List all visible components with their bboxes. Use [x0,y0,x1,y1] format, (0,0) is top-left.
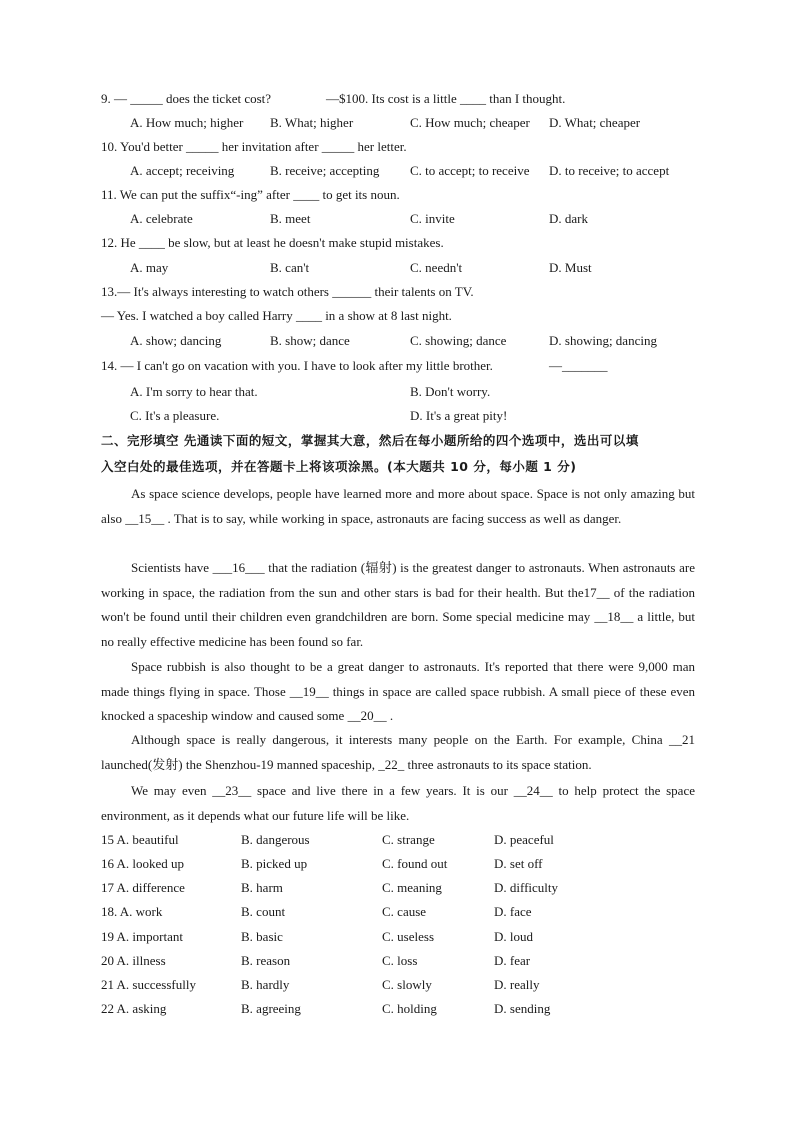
section-2-heading-line-2: 入空白处的最佳选项，并在答题卡上将该项涂黑。(本大题共 10 分，每小题 1 分) [101,459,577,474]
answer-18-option-c: C. cause [382,904,427,919]
paragraph-1-text-a: As space science develops, people have learned more and more about space. Space is not only amazing but also [101,486,695,526]
question-14-option-c: C. It's a pleasure. [130,408,220,423]
answer-18-option-d: D. face [494,904,532,919]
passage-paragraph-4 [101,728,695,777]
answer-19-option-d: D. loud [494,929,533,944]
question-10-stem: 10. You'd better _____ her invitation after _____ her letter. [101,139,407,154]
paragraph-2-text-a: Scientists have [131,560,213,575]
blank-18: __18__ [594,609,634,625]
question-12-option-b: B. can't [270,260,310,275]
answer-15-option-b: B. dangerous [241,832,310,847]
answer-22-option-a: 22 A. asking [101,1001,167,1016]
answer-21-option-b: B. hardly [241,977,290,992]
question-9-option-a: A. How much; higher [130,115,244,130]
blank-15: __15__ [125,510,165,526]
question-14-reply: —_______ [549,358,608,373]
answer-19-option-c: C. useless [382,929,434,944]
answer-22-option-c: C. holding [382,1001,437,1016]
question-10-option-a: A. accept; receiving [130,163,235,178]
answer-21-option-d: D. really [494,977,540,992]
question-14-option-b: B. Don't worry. [410,384,491,399]
question-14-stem: 14. — I can't go on vacation with you. I have to look after my little brother. [101,358,493,373]
paragraph-4-text-b: three astronauts to its space station. [404,756,592,772]
question-14-option-a: A. I'm sorry to hear that. [130,384,258,399]
blank-23: __23__ [212,783,252,798]
blank-19: __19__ [289,683,329,699]
answer-22-option-d: D. sending [494,1001,551,1016]
question-10-option-c: C. to accept; to receive [410,163,530,178]
question-12-option-d: D. Must [549,260,592,275]
paragraph-2-text-b: that the radiation (辐射) is the greatest danger to astronauts. When astronauts are working in space, the radiation from the sun and other stars is bad for their health. But the17__ of the radiation won't be found until their children even grandchildren are born. Some special medicine may [101,560,695,625]
blank-22: _22_ [378,756,405,772]
answer-20-option-c: C. loss [382,953,418,968]
question-13-option-a: A. show; dancing [130,333,222,348]
paragraph-4-text-a: Although space is really dangerous, it interests many people on the Earth. For example, China __21 launched(发射) the Shenzhou-19 manned spaceship, [101,732,695,772]
section-2-heading-line-1: 二、完形填空 先通读下面的短文，掌握其大意，然后在每小题所给的四个选项中，选出可以填 [101,433,639,448]
answer-19-option-b: B. basic [241,929,283,944]
question-13-option-d: D. showing; dancing [549,333,657,348]
paragraph-5-text-b: space and live there in a few years. It is our __24__ to help protect the space environment, as it depends what our future life will be like. [101,783,695,823]
answer-15-option-d: D. peaceful [494,832,554,847]
question-11-option-a: A. celebrate [130,211,193,226]
answer-16-option-d: D. set off [494,856,543,871]
answer-17-option-c: C. meaning [382,880,442,895]
question-9-reply: —$100. Its cost is a little ____ than I thought. [326,91,566,106]
answer-19-option-a: 19 A. important [101,929,183,944]
answer-22-option-b: B. agreeing [241,1001,301,1016]
answer-21-option-a: 21 A. successfully [101,977,196,992]
question-13-option-c: C. showing; dance [410,333,507,348]
question-9-option-d: D. What; cheaper [549,115,641,130]
question-12-option-a: A. may [130,260,169,275]
passage-paragraph-3 [101,655,695,729]
answer-17-option-a: 17 A. difference [101,880,185,895]
question-11-option-b: B. meet [270,211,311,226]
paragraph-1-text-b: . That is to say, while working in space, astronauts are facing success as well as danger. [164,510,622,526]
answer-16-option-c: C. found out [382,856,448,871]
question-9-option-b: B. What; higher [270,115,354,130]
question-12-option-c: C. needn't [410,260,463,275]
answer-15-option-c: C. strange [382,832,435,847]
question-13-option-b: B. show; dance [270,333,350,348]
blank-16: ___16___ [212,560,265,575]
blank-20: __20__ [347,708,387,724]
paragraph-3-text-a: Space rubbish is also thought to be a great danger to astronauts. It's reported that there were 9,000 man made things flying in space. Those [101,659,695,699]
question-11-option-d: D. dark [549,211,588,226]
question-9-stem: 9. — _____ does the ticket cost? [101,91,272,106]
paragraph-5-text-a: We may even [131,783,213,798]
answer-20-option-b: B. reason [241,953,291,968]
question-13-reply: — Yes. I watched a boy called Harry ____ in a show at 8 last night. [101,308,452,323]
answer-16-option-a: 16 A. looked up [101,856,185,871]
passage-paragraph-5 [101,779,695,828]
answer-15-option-a: 15 A. beautiful [101,832,179,847]
passage-paragraph-2 [101,556,695,654]
question-14-option-d: D. It's a great pity! [410,408,508,423]
paragraph-2-text-c: a little, but no really effective medicine has been found so far. [101,609,695,649]
answer-21-option-c: C. slowly [382,977,432,992]
question-12-stem: 12. He ____ be slow, but at least he doesn't make stupid mistakes. [101,235,444,250]
answer-17-option-b: B. harm [241,880,283,895]
question-10-option-b: B. receive; accepting [270,163,380,178]
passage-paragraph-1 [101,482,695,531]
question-11-stem: 11. We can put the suffix“-ing” after ____ to get its noun. [101,187,400,202]
paragraph-3-text-b: things in space are called space rubbish. A small piece of these even knocked a spaceship window and caused some [101,683,695,724]
answer-18-option-b: B. count [241,904,286,919]
answer-20-option-d: D. fear [494,953,531,968]
paragraph-3-text-c: . [386,708,394,724]
answer-17-option-d: D. difficulty [494,880,559,895]
answer-20-option-a: 20 A. illness [101,953,166,968]
question-10-option-d: D. to receive; to accept [549,163,670,178]
answer-16-option-b: B. picked up [241,856,308,871]
question-9-option-c: C. How much; cheaper [410,115,530,130]
question-13-stem: 13.— It's always interesting to watch others ______ their talents on TV. [101,284,474,299]
answer-18-option-a: 18. A. work [101,904,163,919]
question-11-option-c: C. invite [410,211,455,226]
